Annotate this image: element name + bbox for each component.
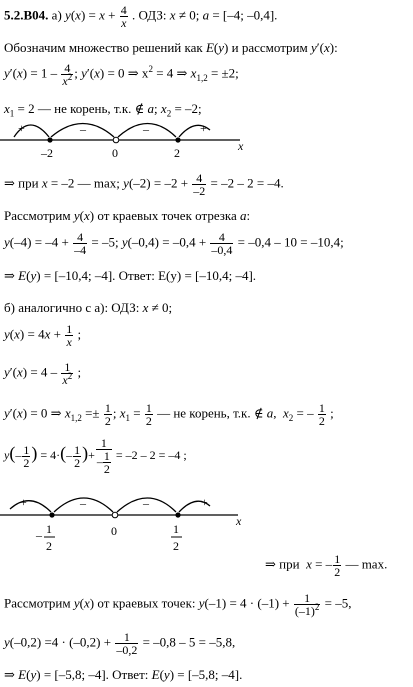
line-b7: Рассмотрим y(x) от краевых точек: y(–1) = 4 · (–1) + $\frac{1}{(-1)^2}$ = –5,: [4, 591, 352, 618]
sign-b-1: +: [20, 495, 27, 509]
sign-diagram-b: [0, 488, 413, 560]
line-b4: y′(x) = 0 ⇒ $x_{1,2}$ =± $\frac{1}{2}$ ; $x_1$ = $\frac{1}{2}$ — не корень, т.к. ∉ a, $x_2$ = – $\frac{1}{2}$ ;: [4, 401, 334, 428]
line-a6: Рассмотрим y(x) от краевых точек отрезка a:: [4, 208, 251, 223]
tick-a-0: 0: [112, 146, 118, 160]
line-a5: ⇒ при x = –2 — max; y(–2) = –2 + $\frac{4}{-2}$ = –2 – 2 = –4.: [4, 171, 284, 198]
sign-b-2: –: [80, 496, 86, 510]
sign-a-2: –: [80, 122, 86, 136]
line-b9: ⇒ E(y) = [–5,8; –4]. Ответ: E(y) = [–5,8; –4].: [4, 667, 243, 682]
line-a7: y(–4) = –4 + $\frac{4}{-4}$ = –5; y(–0,4) = –0,4 + $\frac{4}{-0,4}$ = –0,4 – 10 = –10,4;: [4, 230, 344, 257]
line-a3: y′(x) = 1 – $\frac{4}{x^2}$ ; y′(x) = 0 ⇒ $x^2 = 4$ ⇒ $x_{1,2} = \pm 2$;: [4, 61, 239, 88]
line-a2: Обозначим множество решений как E(y) и рассмотрим y′(x):: [4, 40, 338, 55]
line-b6: ⇒ при x = – $\frac{1}{2}$ — max.: [265, 552, 388, 579]
axis-a-x: x: [238, 139, 244, 153]
svg-text:2: 2: [173, 539, 179, 553]
axis-b-x: x: [236, 514, 242, 528]
sign-a-4: +: [200, 121, 207, 135]
tick-a-2: 2: [174, 146, 180, 160]
line-a1: 5.2.В04. а) y(x) = x + $\frac{4}{x}$ . ОДЗ: x ≠ 0; a = [–4; –0,4].: [4, 3, 278, 30]
tick-b-half: [171, 522, 182, 553]
svg-text:2: 2: [46, 539, 52, 553]
svg-text:1: 1: [46, 522, 52, 536]
line-a8: ⇒ E(y) = [–10,4; –4]. Ответ: E(y) = [–10,4; –4].: [4, 268, 257, 283]
line-b5: y(– $\frac{1}{2}$ ) = 4·(– $\frac{1}{2}$ )+ 1 – $\frac{1}{2}$ = –2 – 2 = –4 ;: [4, 436, 187, 476]
sign-diagram-a: [0, 112, 413, 164]
sign-a-3: –: [143, 122, 149, 136]
sign-b-3: –: [143, 496, 149, 510]
line-b2: y(x) = 4x + $\frac{1}{x}$ ;: [4, 322, 82, 349]
line-a4: $x_1 = 2$ — не корень, т.к. ∉ a; $x_2 = -2$;: [4, 101, 202, 119]
line-b8: y(–0,2) =4 · (–0,2) + $\frac{1}{-0,2}$ = –0,8 – 5 = –5,8,: [4, 630, 236, 657]
svg-text:1: 1: [173, 522, 179, 536]
tick-a-m2: –2: [41, 146, 53, 160]
svg-text:–: –: [36, 528, 42, 542]
tick-b-0: 0: [111, 524, 117, 538]
sign-a-1: +: [18, 121, 25, 135]
line-b3: y′(x) = 4 – $\frac{1}{x^2}$ ;: [4, 360, 82, 387]
line-b1: б) аналогично с а): ОДЗ: x ≠ 0;: [4, 300, 173, 315]
sign-b-4: +: [201, 495, 208, 509]
tick-b-minus-half: [35, 522, 55, 553]
